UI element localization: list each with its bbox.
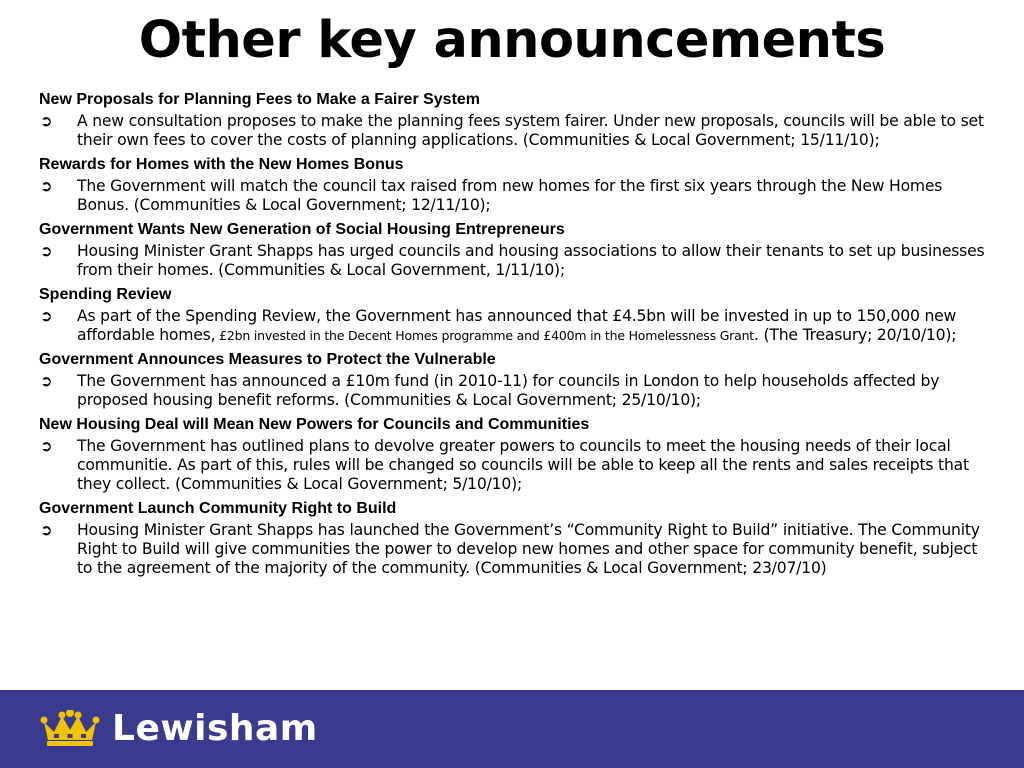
- arrow-bullet-icon: ➲: [40, 177, 53, 195]
- arrow-bullet-icon: ➲: [40, 242, 53, 260]
- announcement-body: [39, 372, 994, 410]
- announcement-body: [39, 242, 994, 280]
- announcement-text: The Government has announced a £10m fund (in 2010-11) for councils in London to help households affected by proposed housing benefit reforms. (Communities & Local Government; 25/10/10);: [77, 372, 940, 409]
- announcement-text: Housing Minister Grant Shapps has launched the Government’s “Community Right to Build” initiative. The Community Right to Build will give communities the power to develop new homes and other space for community benefit, subject to the agreement of the majority of the community. (Communities & Local Government; 23/07/10): [77, 521, 980, 577]
- announcement-text: As part of the Spending Review, the Government has announced that £4.5bn will be invested in up to 150,000 new affordable homes,: [77, 307, 957, 344]
- announcement-text: The Government will match the council tax raised from new homes for the first six years through the New Homes Bonus. (Communities & Local Government; 12/11/10);: [77, 177, 943, 214]
- brand-logo-text: Lewisham: [112, 708, 318, 749]
- announcement-heading: Government Wants New Generation of Social Housing Entrepreneurs: [39, 221, 565, 238]
- announcement-item: [39, 89, 994, 150]
- announcement-heading: New Proposals for Planning Fees to Make a Fairer System: [39, 91, 481, 108]
- announcement-item: [39, 349, 994, 410]
- announcement-heading: Rewards for Homes with the New Homes Bonus: [39, 156, 404, 173]
- arrow-bullet-icon: ➲: [40, 112, 53, 130]
- announcement-text: Housing Minister Grant Shapps has urged councils and housing associations to allow their tenants to set up businesses from their homes. (Communities & Local Government, 1/11/10);: [77, 242, 985, 279]
- page-title: Other key announcements: [138, 11, 886, 70]
- announcement-text: A new consultation proposes to make the planning fees system fairer. Under new proposals, councils will be able to set their own fees to cover the costs of planning applications. (Communities & Local Government; 15/11/10);: [77, 112, 984, 149]
- announcement-heading: Government Announces Measures to Protect the Vulnerable: [39, 351, 496, 368]
- announcement-body: [39, 112, 994, 150]
- announcement-item: [39, 414, 994, 494]
- announcement-item: [39, 219, 994, 280]
- announcement-text-small: £2bn invested in the Decent Homes programme and £400m in the Homelessness Grant: [215, 328, 755, 343]
- announcement-body: [39, 437, 994, 494]
- announcement-body: [39, 521, 994, 578]
- announcement-text-tail: . (The Treasury; 20/10/10);: [754, 326, 957, 344]
- announcement-heading: Spending Review: [39, 286, 172, 303]
- footer-bar: [0, 690, 1024, 768]
- announcement-item: [39, 154, 994, 215]
- arrow-bullet-icon: ➲: [40, 521, 53, 539]
- announcement-body: [39, 177, 994, 215]
- announcement-heading: New Housing Deal will Mean New Powers for Councils and Communities: [39, 416, 590, 433]
- announcement-item: [39, 284, 994, 345]
- arrow-bullet-icon: ➲: [40, 372, 53, 390]
- announcement-text: The Government has outlined plans to devolve greater powers to councils to meet the housing needs of their local communitie. As part of this, rules will be changed so councils will be able to keep all the rents and sales receipts that they collect. (Communities & Local Government; 5/10/10);: [77, 437, 969, 493]
- crown-icon: [40, 710, 100, 752]
- arrow-bullet-icon: ➲: [40, 437, 53, 455]
- arrow-bullet-icon: ➲: [40, 307, 53, 325]
- announcement-body: [39, 307, 994, 345]
- announcement-item: [39, 498, 994, 578]
- announcement-heading: Government Launch Community Right to Build: [39, 500, 397, 517]
- announcement-list: [39, 89, 994, 582]
